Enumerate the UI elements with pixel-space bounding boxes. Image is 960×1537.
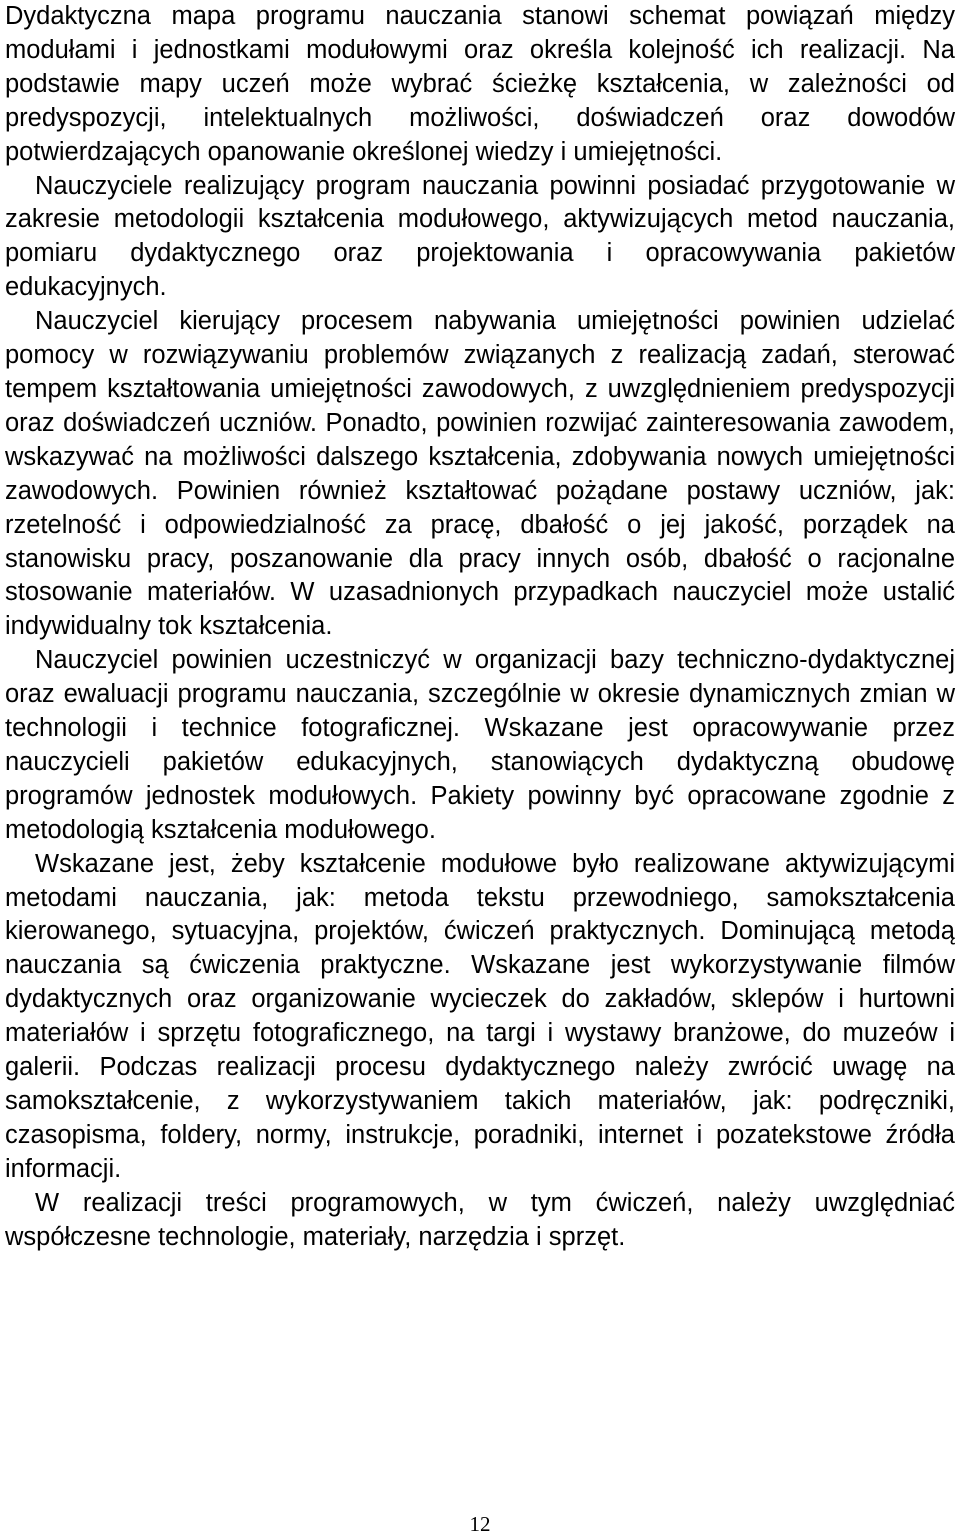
paragraph-teacher-qualifications: Nauczyciele realizujący program nauczania powinni posiadać przygotowanie w zakresie metodologii kształcenia modułowego, aktywizujących metod nauczania, pomiaru dydaktycznego oraz projektowania i opracowywania pakietów edukacyjnych. — [5, 171, 955, 302]
paragraph-technologies: W realizacji treści programowych, w tym ćwiczeń, należy uwzględniać współczesne technologie, materiały, narzędzia i sprzęt. — [5, 1188, 955, 1251]
paragraph-curriculum-map: Dydaktyczna mapa programu nauczania stanowi schemat powiązań między modułami i jednostkami modułowymi oraz określa kolejność ich realizacji. Na podstawie mapy uczeń może wybrać ścieżkę kształcenia, w zależności od predyspozycji, intelektualnych możliwości, doświadczeń oraz dowodów potwierdzających opanowanie określonej wiedzy i umiejętności. — [5, 2, 955, 166]
document-body — [5, 0, 955, 1255]
paragraph-teaching-base: Nauczyciel powinien uczestniczyć w organizacji bazy techniczno-dydaktycznej oraz ewaluacji programu nauczania, szczególnie w okresie dynamicznych zmian w technologii i technice fotograficznej. Wskazane jest opracowywanie przez nauczycieli pakietów edukacyjnych, stanowiących dydaktyczną obudowę programów jednostek modułowych. Pakiety powinny być opracowane zgodnie z metodologią kształcenia modułowego. — [5, 646, 955, 844]
page-number: 12 — [469, 1512, 491, 1536]
paragraph-teaching-methods: Wskazane jest, żeby kształcenie modułowe było realizowane aktywizującymi metodami nauczania, jak: metoda tekstu przewodniego, samokształcenia kierowanego, sytuacyjna, projektów, ćwiczeń praktycznych. Dominującą metodą nauczania są ćwiczenia praktyczne. Wskazane jest wykorzystywanie filmów dydaktycznych oraz organizowanie wycieczek do zakładów, sklepów i hurtowni materiałów i sprzętu fotograficznego, na targi i wystawy branżowe, do muzeów i galerii. Podczas realizacji procesu dydaktycznego należy zwrócić uwagę na samokształcenie, z wykorzystywaniem takich materiałów, jak: podręczniki, czasopisma, foldery, normy, instrukcje, poradniki, internet i pozatekstowe źródła informacji. — [5, 849, 955, 1183]
paragraph-teacher-role: Nauczyciel kierujący procesem nabywania umiejętności powinien udzielać pomocy w rozwiązywaniu problemów związanych z realizacją zadań, sterować tempem kształtowania umiejętności zawodowych, z uwzględnieniem predyspozycji oraz doświadczeń uczniów. Ponadto, powinien rozwijać zainteresowania zawodem, wskazywać na możliwości dalszego kształcenia, zdobywania nowych umiejętności zawodowych. Powinien również kształtować pożądane postawy uczniów, jak: rzetelność i odpowiedzialność za pracę, dbałość o jej jakość, porządek na stanowisku pracy, poszanowanie dla pracy innych osób, dbałość o racjonalne stosowanie materiałów. W uzasadnionych przypadkach nauczyciel może ustalić indywidualny tok kształcenia. — [5, 307, 955, 641]
